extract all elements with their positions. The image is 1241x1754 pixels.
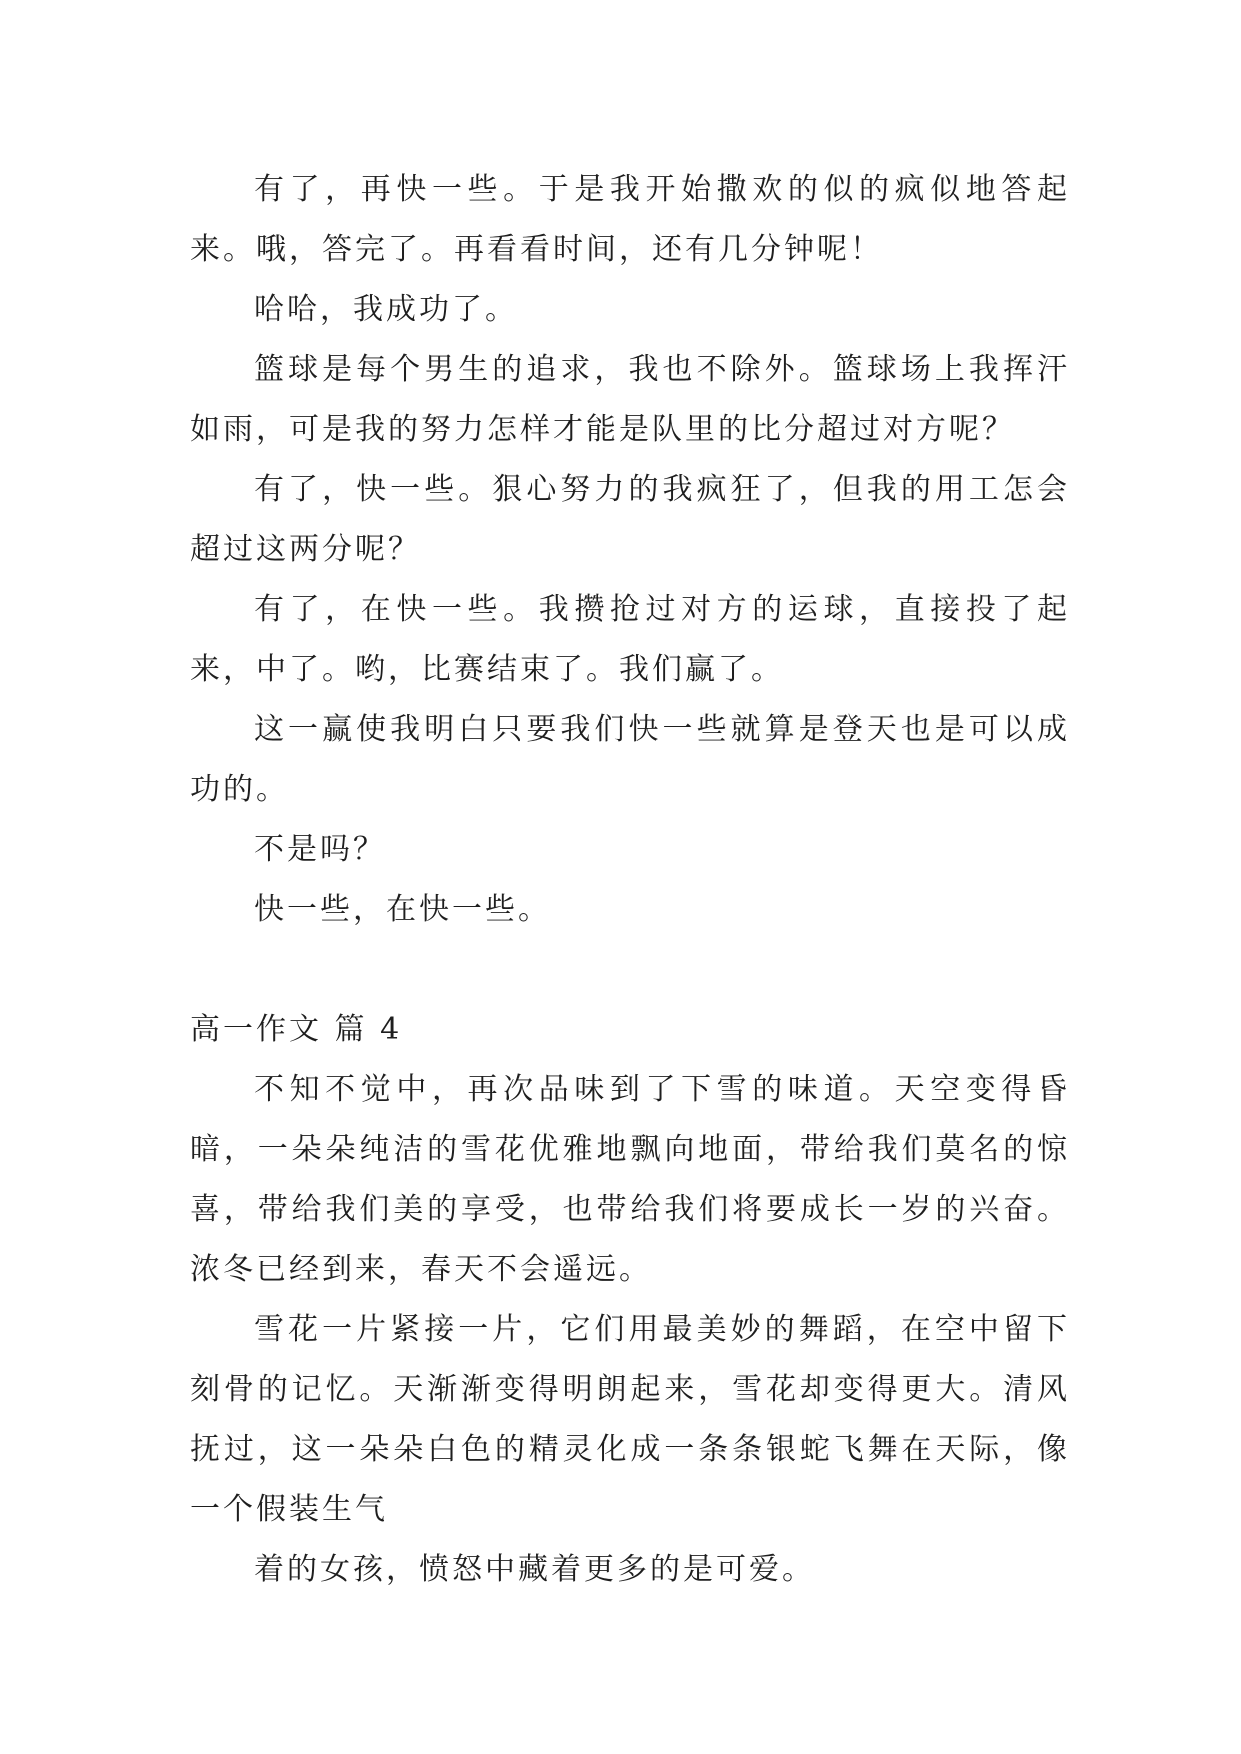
paragraph: 有了，再快一些。于是我开始撒欢的似的疯似地答起来。哦，答完了。再看看时间，还有几分钟呢！ — [190, 172, 1070, 267]
paragraph: 这一赢使我明白只要我们快一些就算是登天也是可以成功的。 — [190, 712, 1070, 807]
paragraph: 不知不觉中，再次品味到了下雪的味道。天空变得昏暗，一朵朵纯洁的雪花优雅地飘向地面，带给我们莫名的惊喜，带给我们美的享受，也带给我们将要成长一岁的兴奋。浓冬已经到来，春天不会遥远。 — [190, 1072, 1070, 1287]
document-body — [190, 160, 1070, 1600]
paragraph: 着的女孩，愤怒中藏着更多的是可爱。 — [254, 1552, 815, 1587]
paragraph: 有了，在快一些。我攒抢过对方的运球，直接投了起来，中了。哟，比赛结束了。我们赢了。 — [190, 592, 1070, 687]
paragraph: 哈哈，我成功了。 — [254, 292, 518, 327]
paragraph: 不是吗？ — [254, 832, 386, 867]
paragraph: 篮球是每个男生的追求，我也不除外。篮球场上我挥汗如雨，可是我的努力怎样才能是队里的比分超过对方呢？ — [190, 352, 1070, 447]
paragraph: 快一些，在快一些。 — [254, 892, 551, 927]
paragraph: 雪花一片紧接一片，它们用最美妙的舞蹈，在空中留下刻骨的记忆。天渐渐变得明朗起来，雪花却变得更大。清风抚过，这一朵朵白色的精灵化成一条条银蛇飞舞在天际，像一个假装生气 — [190, 1312, 1070, 1527]
paragraph: 有了，快一些。狠心努力的我疯狂了，但我的用工怎会超过这两分呢？ — [190, 472, 1070, 567]
section-heading: 高一作文 篇 4 — [190, 1012, 403, 1047]
